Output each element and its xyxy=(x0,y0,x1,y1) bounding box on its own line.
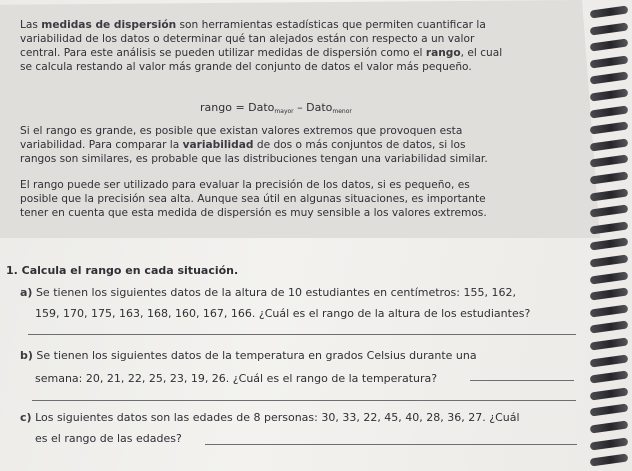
answer-line-b[interactable] xyxy=(32,400,576,401)
spiral-coil xyxy=(590,387,629,400)
spiral-coil xyxy=(590,288,629,301)
answer-inline-blank-b[interactable] xyxy=(470,380,574,381)
spiral-coil xyxy=(590,105,629,118)
question-b-line-2: semana: 20, 21, 22, 25, 23, 19, 26. ¿Cuál es el rango de la temperatura? xyxy=(35,372,438,385)
question-a-line-1: a) Se tienen los siguientes datos de la altura de 10 estudiantes en centímetros: 155, 162, xyxy=(20,286,516,299)
spiral-coil xyxy=(590,5,629,18)
range-formula: rango = Dato$_{mayor}$ – Dato$_{menor}$ xyxy=(200,101,352,115)
answer-line-a[interactable] xyxy=(28,334,576,335)
spiral-coil xyxy=(590,88,629,101)
spiral-coil xyxy=(590,371,629,384)
spiral-coil xyxy=(590,188,629,201)
spiral-coil xyxy=(590,22,629,35)
spiral-coil xyxy=(590,321,629,334)
spiral-coil xyxy=(590,238,629,251)
spiral-coil xyxy=(590,454,629,467)
exercise-title: 1. Calcula el rango en cada situación. xyxy=(6,264,239,277)
spiral-coil xyxy=(590,420,629,433)
spiral-binding xyxy=(577,0,632,471)
question-c-line-2: es el rango de las edades? xyxy=(35,432,182,445)
spiral-coil xyxy=(590,337,629,350)
intro-paragraph-1: Las medidas de dispersión son herramientas estadísticas que permiten cuantificar la variabilidad de los datos o determinar qué tan alejados están con respecto a un valor central. Para este análisis se pueden utilizar medidas de dispersión como el rango, el cual se calcula restando al valor más grande del conjunto de datos el valor más pequeño. xyxy=(20,19,503,73)
spiral-coil xyxy=(590,55,629,68)
question-a-line-2: 159, 170, 175, 163, 168, 160, 167, 166. ¿Cuál es el rango de la altura de los estudiantes? xyxy=(35,307,531,320)
answer-inline-blank-c[interactable] xyxy=(205,444,577,445)
spiral-coil xyxy=(590,304,629,317)
intro-paragraph-3: El rango puede ser utilizado para evaluar la precisión de los datos, si es pequeño, es posible que la precisión sea alta. Aunque sea útil en algunas situaciones, es importante tener en cuenta que esta medida de dispersión es muy sensible a los valores extremos. xyxy=(20,179,487,219)
spiral-coil xyxy=(590,39,629,52)
spiral-coil xyxy=(590,437,629,450)
spiral-coil xyxy=(590,205,629,218)
question-c-line-1: c) Los siguientes datos son las edades de 8 personas: 30, 33, 22, 45, 40, 28, 36, 27. ¿Cuál xyxy=(20,411,520,424)
spiral-coil xyxy=(590,122,629,135)
spiral-coil xyxy=(590,171,629,184)
intro-paragraph-2: Si el rango es grande, es posible que existan valores extremos que provoquen esta variabilidad. Para comparar la variabilidad de dos o más conjuntos de datos, si los rangos son similares, es probable que las distribuciones tengan una variabilidad similar. xyxy=(20,125,488,165)
question-b-line-1: b) Se tienen los siguientes datos de la temperatura en grados Celsius durante una xyxy=(20,349,477,362)
spiral-coil xyxy=(590,221,629,234)
spiral-coil xyxy=(590,72,629,85)
spiral-coil xyxy=(590,138,629,151)
spiral-coil xyxy=(590,271,629,284)
spiral-coil xyxy=(590,155,629,168)
spiral-coil xyxy=(590,404,629,417)
spiral-coil xyxy=(590,254,629,267)
spiral-coil xyxy=(590,354,629,367)
